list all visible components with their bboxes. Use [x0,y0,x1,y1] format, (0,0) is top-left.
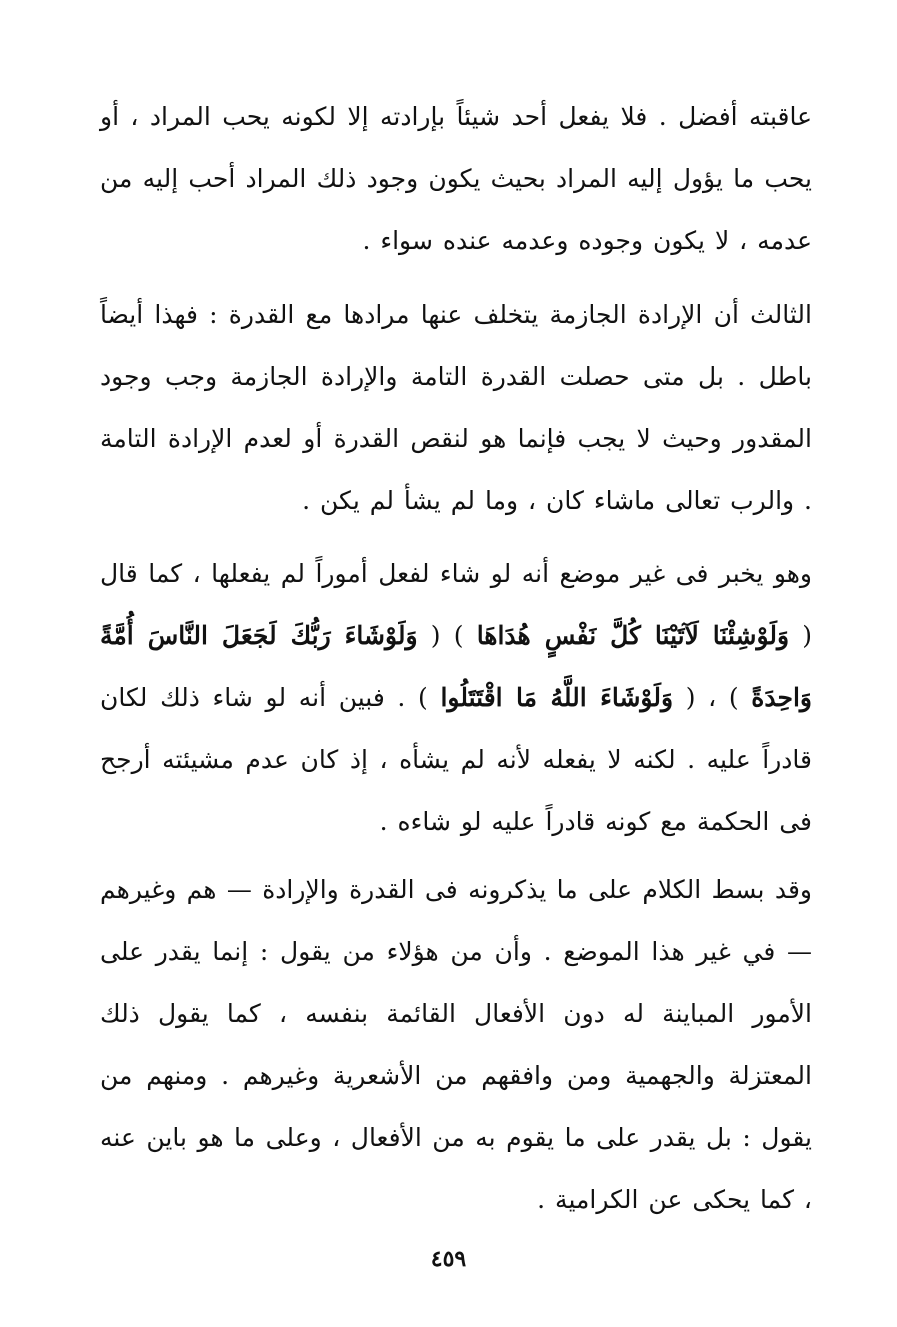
paragraph-2-text: الثالث أن الإرادة الجازمة يتخلف عنها مرادها مع القدرة : فهذا أيضاً باطل . بل متى حصلت القدرة التامة والإرادة الجازمة وجب وجود المقدور وحيث لا يجب فإنما هو لنقص القدرة أو لعدم الإرادة التامة . والرب تعالى ماشاء كان ، وما لم يشأ لم يكن . [100,300,812,515]
paragraph-3-part-3: ) ، ( [673,683,752,712]
paragraph-3-part-1: وهو يخبر فى غير موضع أنه لو شاء لفعل أموراً لم يفعلها ، كما قال ( [100,559,812,650]
paragraph-4-text: وقد بسط الكلام على ما يذكرونه فى القدرة والإرادة — هم وغيرهم — في غير هذا الموضع . وأن من هؤلاء من يقول : إنما يقدر على الأمور المباينة له دون الأفعال القائمة بنفسه ، كما يقول ذلك المعتزلة والجهمية ومن وافقهم من الأشعرية وغيرهم . ومنهم من يقول : بل يقدر على ما يقوم به من الأفعال ، وعلى ما هو باين عنه ، كما يحكى عن الكرامية . [100,875,812,1214]
paragraph-3-text [100,543,812,853]
quran-verse-3: وَلَوْشَاءَ اللَّهُ مَا اقْتَتَلُوا [440,683,674,712]
paragraph-3 [100,543,812,853]
quran-verse-1: وَلَوْشِئْنَا لَآتَيْنَا كُلَّ نَفْسٍ هُدَاهَا [476,621,790,650]
paragraph-3-part-4: ) . فبين أنه لو شاء ذلك لكان قادراً عليه . لكنه لا يفعله لأنه لم يشأه ، إذ كان عدم مشيئته أرجح فى الحكمة مع كونه قادراً عليه لو شاءه . [100,683,812,836]
paragraph-2 [100,284,812,532]
page-number: ٤٥٩ [430,1246,467,1272]
paragraph-1 [100,86,812,272]
paragraph-4 [100,859,812,1231]
paragraph-3-part-2: ) ( [417,621,477,650]
paragraph-1-text: عاقبته أفضل . فلا يفعل أحد شيئاً بإرادته إلا لكونه يحب المراد ، أو يحب ما يؤول إليه المراد بحيث يكون وجود ذلك المراد أحب إليه من عدمه ، لا يكون وجوده وعدمه عنده سواء . [100,102,812,255]
quran-verse-2: وَلَوْشَاءَ رَبُّكَ لَجَعَلَ النَّاسَ أُمَّةً وَاحِدَةً [100,621,812,712]
